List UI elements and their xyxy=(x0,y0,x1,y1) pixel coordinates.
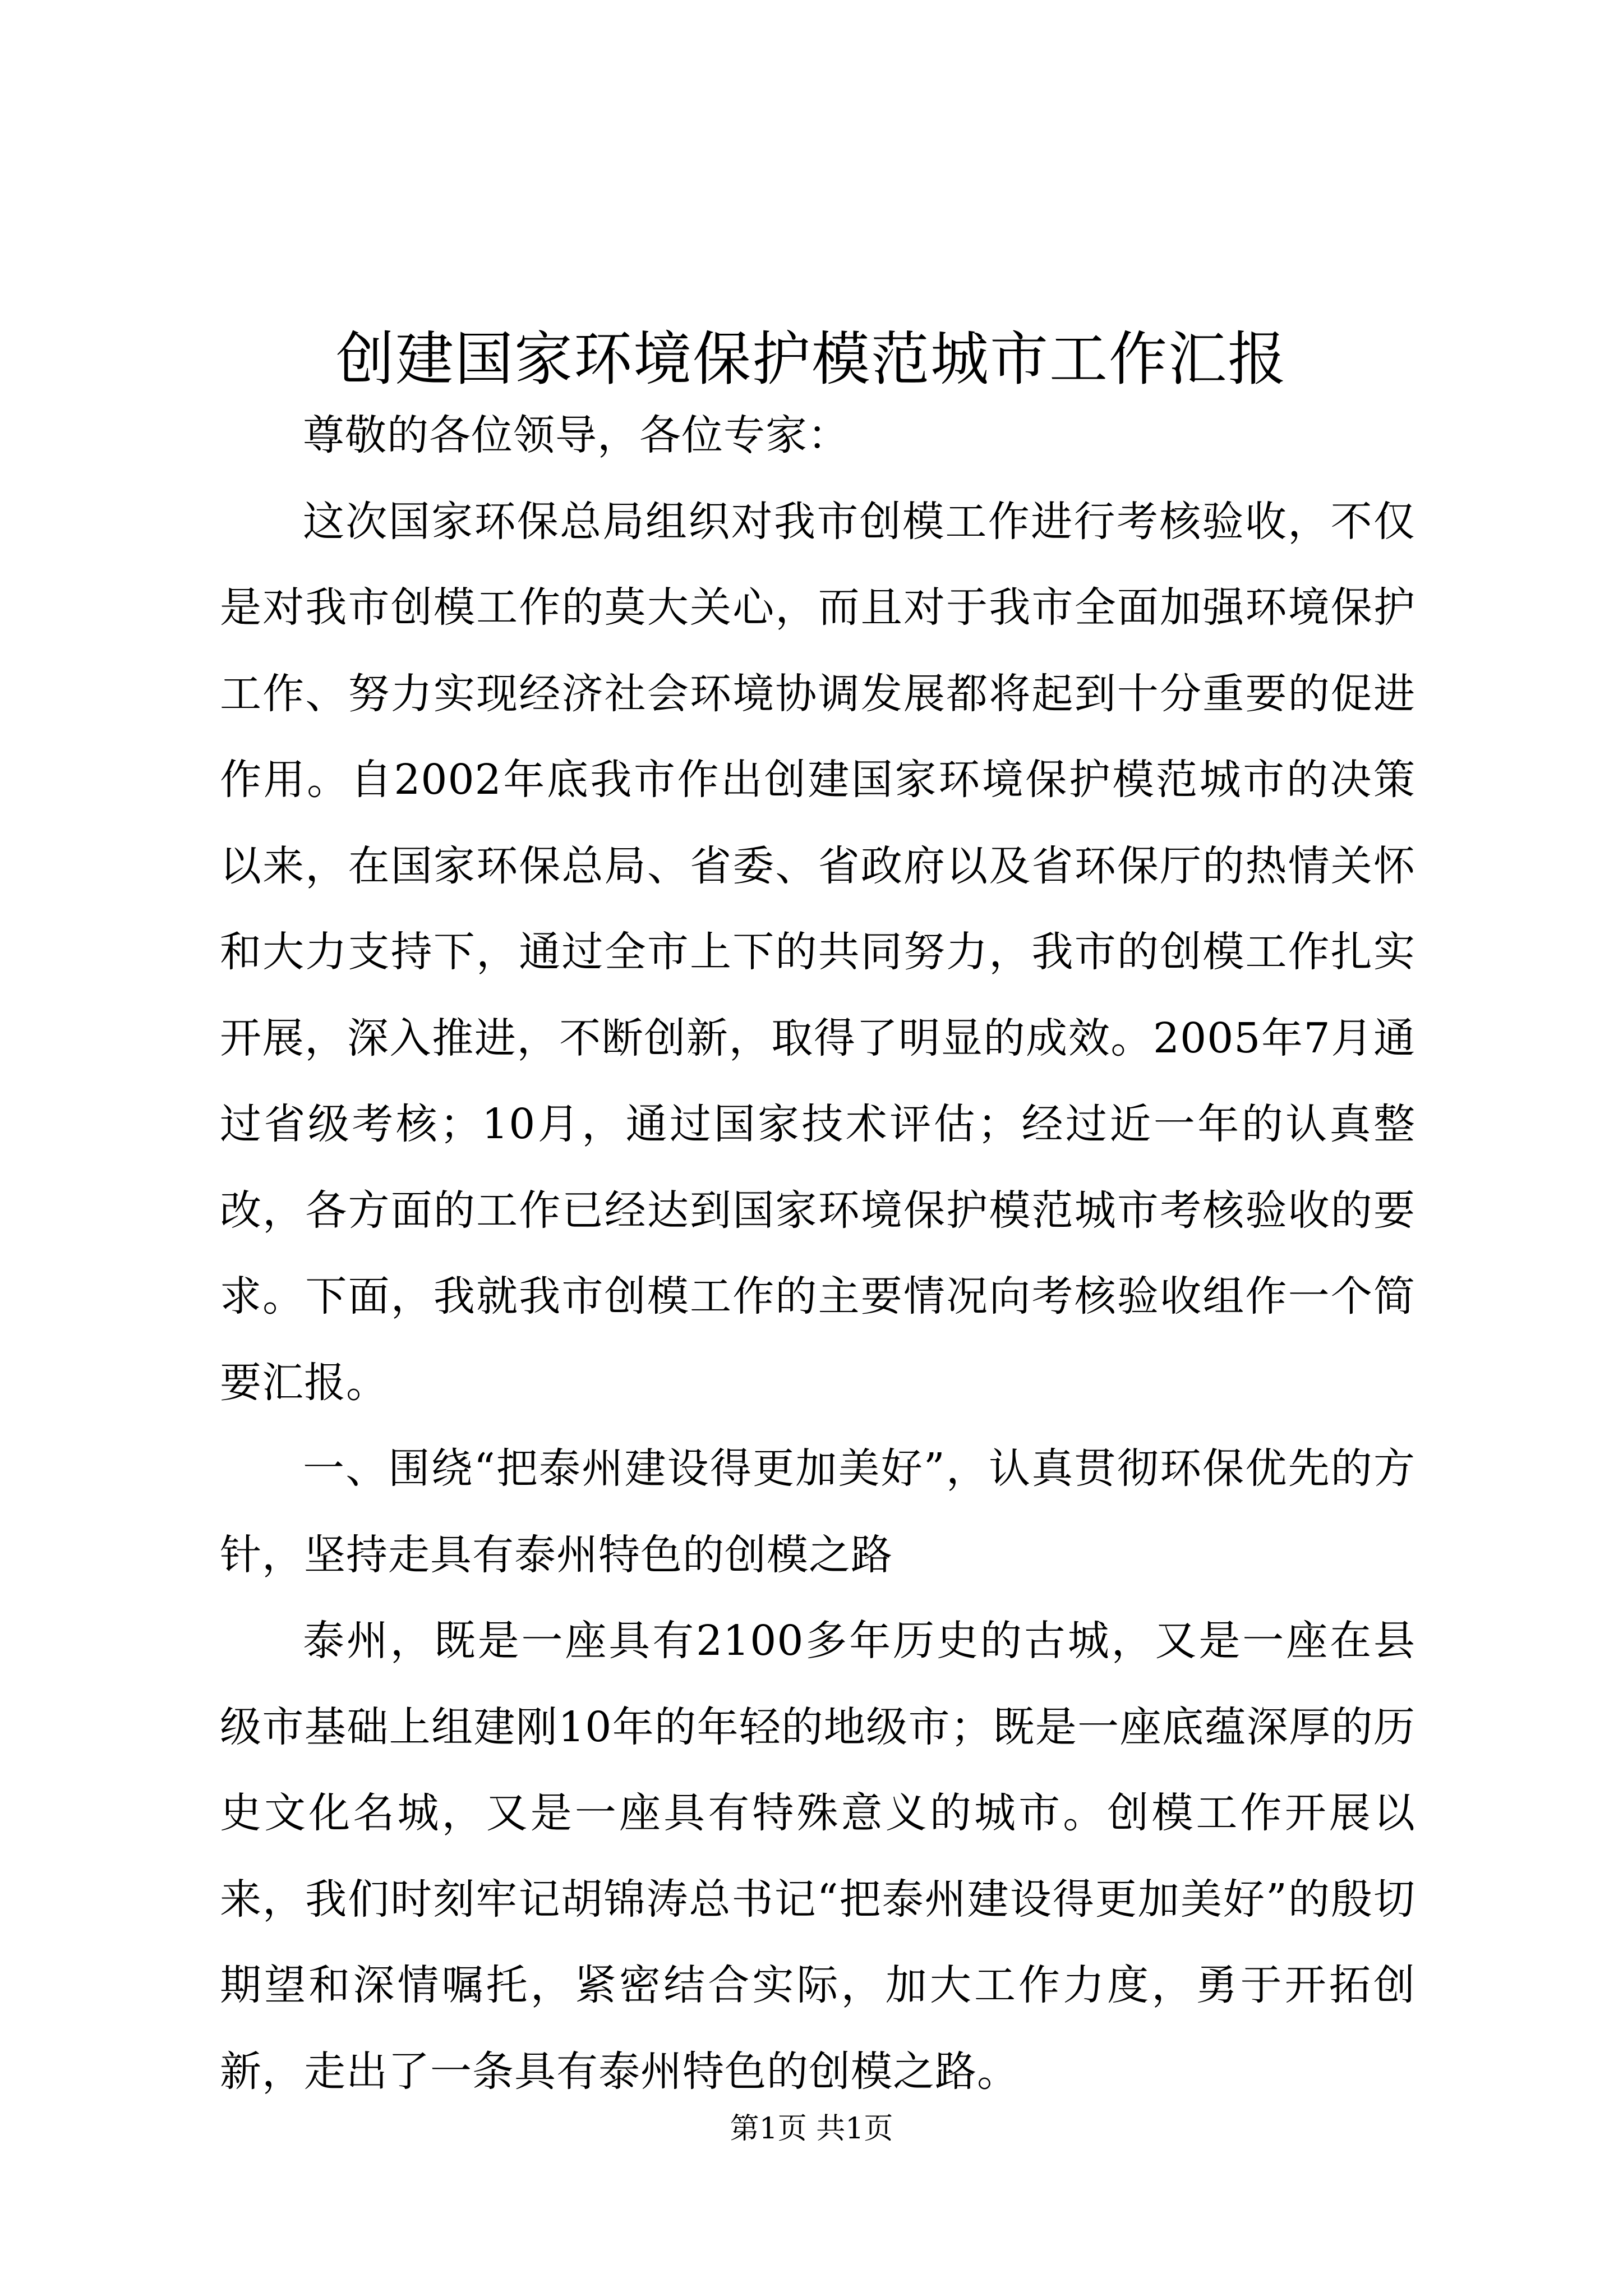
section-1-paragraph: 泰州，既是一座具有2100多年历史的古城，又是一座在县级市基础上组建刚10年的年轻的地级市；既是一座底蕴深厚的历史文化名城，又是一座具有特殊意义的城市。创模工作开展以来，我们时刻牢记胡锦涛总书记“把泰州建设得更加美好”的殷切期望和深情嘱托，紧密结合实际，加大工作力度，勇于开拓创新，走出了一条具有泰州特色的创模之路。 xyxy=(220,1617,1415,2096)
page-number-footer: 第1页 共1页 xyxy=(730,2112,893,2146)
section-heading-1: 一、围绕“把泰州建设得更加美好”，认真贯彻环保优先的方针，坚持走具有泰州特色的创模之路 xyxy=(220,1444,1415,1579)
document-body xyxy=(220,393,1415,2115)
document-title: 创建国家环境保护模范城市工作汇报 xyxy=(335,324,1287,393)
intro-paragraph: 这次国家环保总局组织对我市创模工作进行考核验收，不仅是对我市创模工作的莫大关心，而且对于我市全面加强环境保护工作、努力实现经济社会环境协调发展都将起到十分重要的促进作用。自2002年底我市作出创建国家环境保护模范城市的决策以来，在国家环保总局、省委、省政府以及省环保厅的热情关怀和大力支持下，通过全市上下的共同努力，我市的创模工作扎实开展，深入推进，不断创新，取得了明显的成效。2005年7月通过省级考核；10月，通过国家技术评估；经过近一年的认真整改，各方面的工作已经达到国家环境保护模范城市考核验收的要求。下面，我就我市创模工作的主要情况向考核验收组作一个简要汇报。 xyxy=(220,497,1415,1407)
salutation-paragraph: 尊敬的各位领导，各位专家： xyxy=(303,411,850,459)
